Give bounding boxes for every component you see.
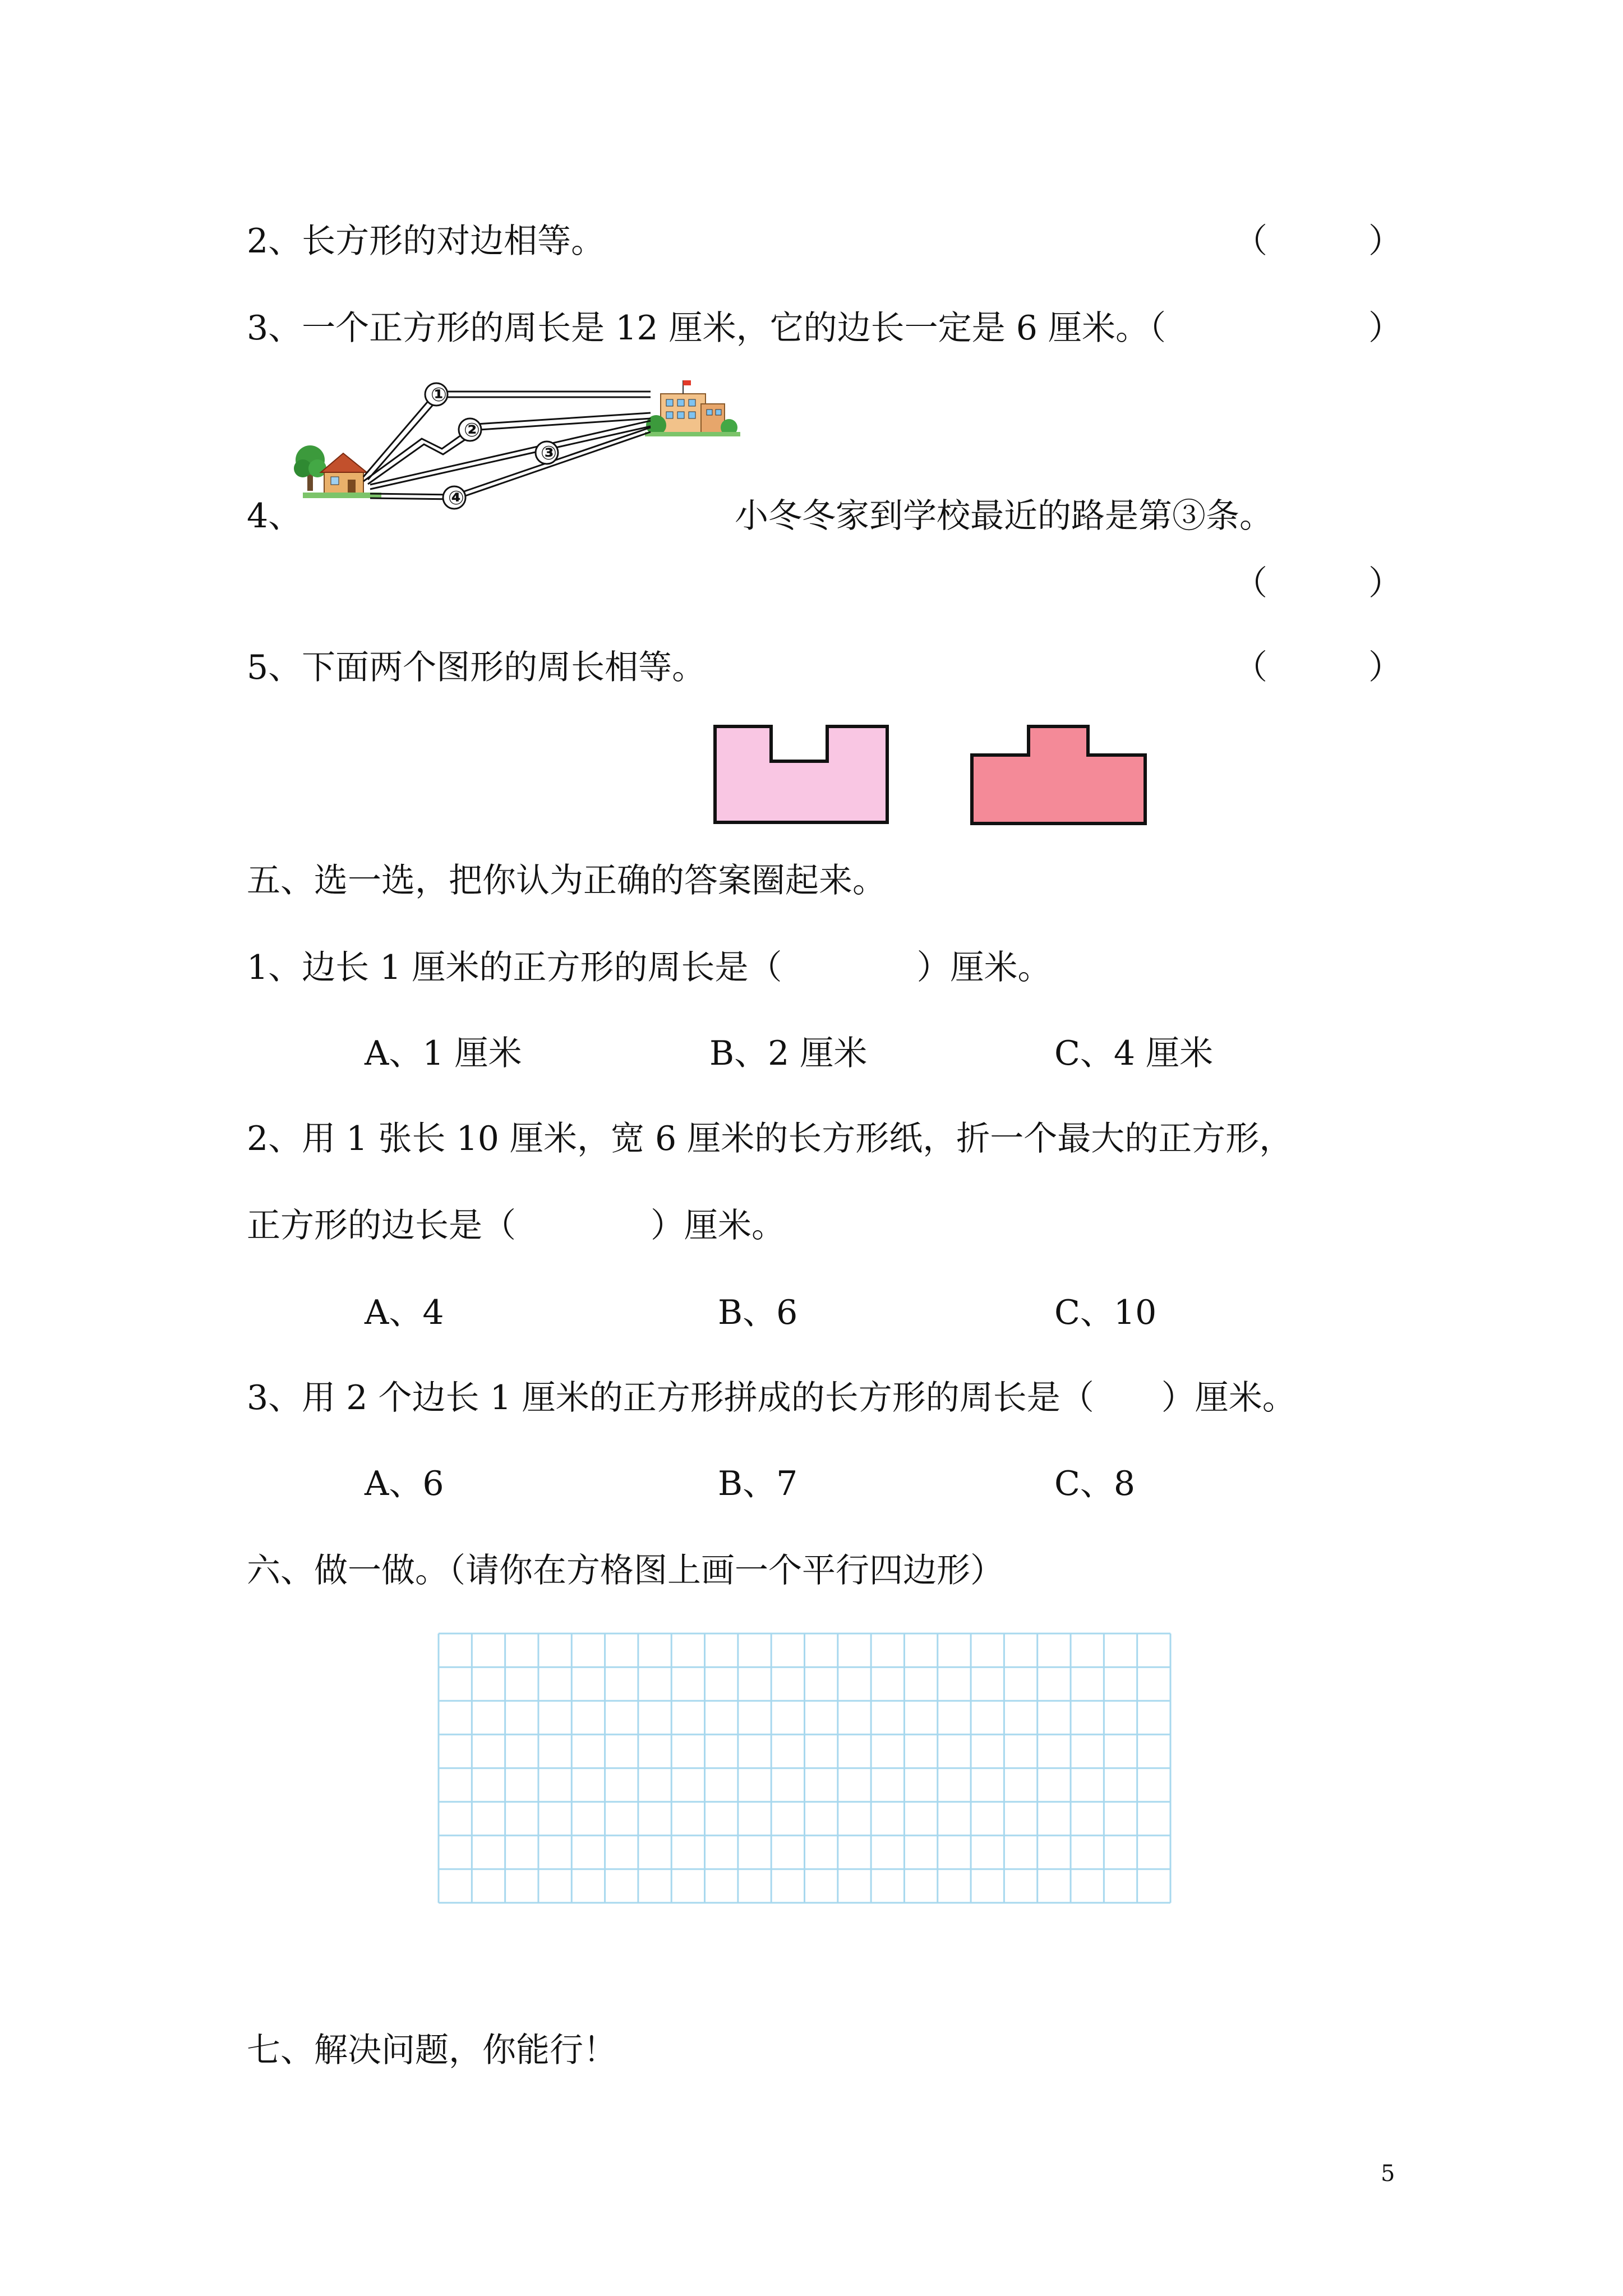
route-lines	[363, 392, 651, 499]
route-label-1: ①	[431, 384, 447, 406]
q4-paren-close: ）	[1368, 564, 1402, 603]
route-label-3: ③	[541, 442, 557, 464]
s5-q2-option-a[interactable]: A、4	[365, 1293, 444, 1332]
drawing-grid[interactable]	[437, 1632, 1172, 1904]
s5-q2-option-b[interactable]: B、6	[718, 1293, 798, 1332]
q4-text: 小冬冬家到学校最近的路是第③条。	[735, 496, 1273, 536]
s5-q2-option-c[interactable]: C、10	[1054, 1293, 1157, 1332]
route-label-4: ④	[448, 487, 464, 509]
section6-title: 六、做一做。（请你在方格图上画一个平行四边形）	[247, 1551, 1004, 1590]
s5-q1-option-c[interactable]: C、4 厘米	[1054, 1034, 1214, 1073]
q4-paren-open: （	[1234, 564, 1267, 603]
s5-q2-text-line1: 2、用 1 张长 10 厘米，宽 6 厘米的长方形纸，折一个最大的正方形，	[247, 1119, 1293, 1158]
q3-text: 3、一个正方形的周长是 12 厘米，它的边长一定是 6 厘米。（	[247, 309, 1166, 348]
stepped-shape	[972, 726, 1145, 823]
s5-q1-text: 1、边长 1 厘米的正方形的周长是（ ）厘米。	[247, 948, 1052, 987]
s5-q1-option-a[interactable]: A、1 厘米	[365, 1034, 522, 1073]
s5-q3-text: 3、用 2 个边长 1 厘米的正方形拼成的长方形的周长是（ ）厘米。	[247, 1378, 1296, 1418]
tree-icon	[294, 445, 326, 491]
q3-paren-close: ）	[1368, 309, 1402, 348]
notched-shape	[715, 726, 887, 822]
q2-text: 2、长方形的对边相等。	[247, 222, 605, 261]
perimeter-shapes	[712, 724, 1161, 830]
q4-number: 4、	[247, 496, 302, 536]
s5-q3-option-b[interactable]: B、7	[718, 1464, 798, 1503]
route-map-figure	[292, 365, 740, 533]
section7-title: 七、解决问题，你能行！	[247, 2031, 617, 2070]
page-number: 5	[1381, 2161, 1395, 2187]
s5-q3-option-a[interactable]: A、6	[365, 1464, 444, 1503]
s5-q2-text-line2: 正方形的边长是（ ）厘米。	[247, 1206, 785, 1245]
q2-paren-close: ）	[1368, 222, 1402, 261]
s5-q3-option-c[interactable]: C、8	[1054, 1464, 1136, 1503]
section5-title: 五、选一选，把你认为正确的答案圈起来。	[247, 861, 886, 900]
school-icon	[645, 380, 740, 436]
q5-paren-open: （	[1234, 648, 1267, 687]
q2-paren-open: （	[1234, 222, 1267, 261]
s5-q1-option-b[interactable]: B、2 厘米	[709, 1034, 868, 1073]
q5-text: 5、下面两个图形的周长相等。	[247, 648, 706, 687]
route-label-2: ②	[464, 419, 480, 441]
q5-paren-close: ）	[1368, 648, 1402, 687]
